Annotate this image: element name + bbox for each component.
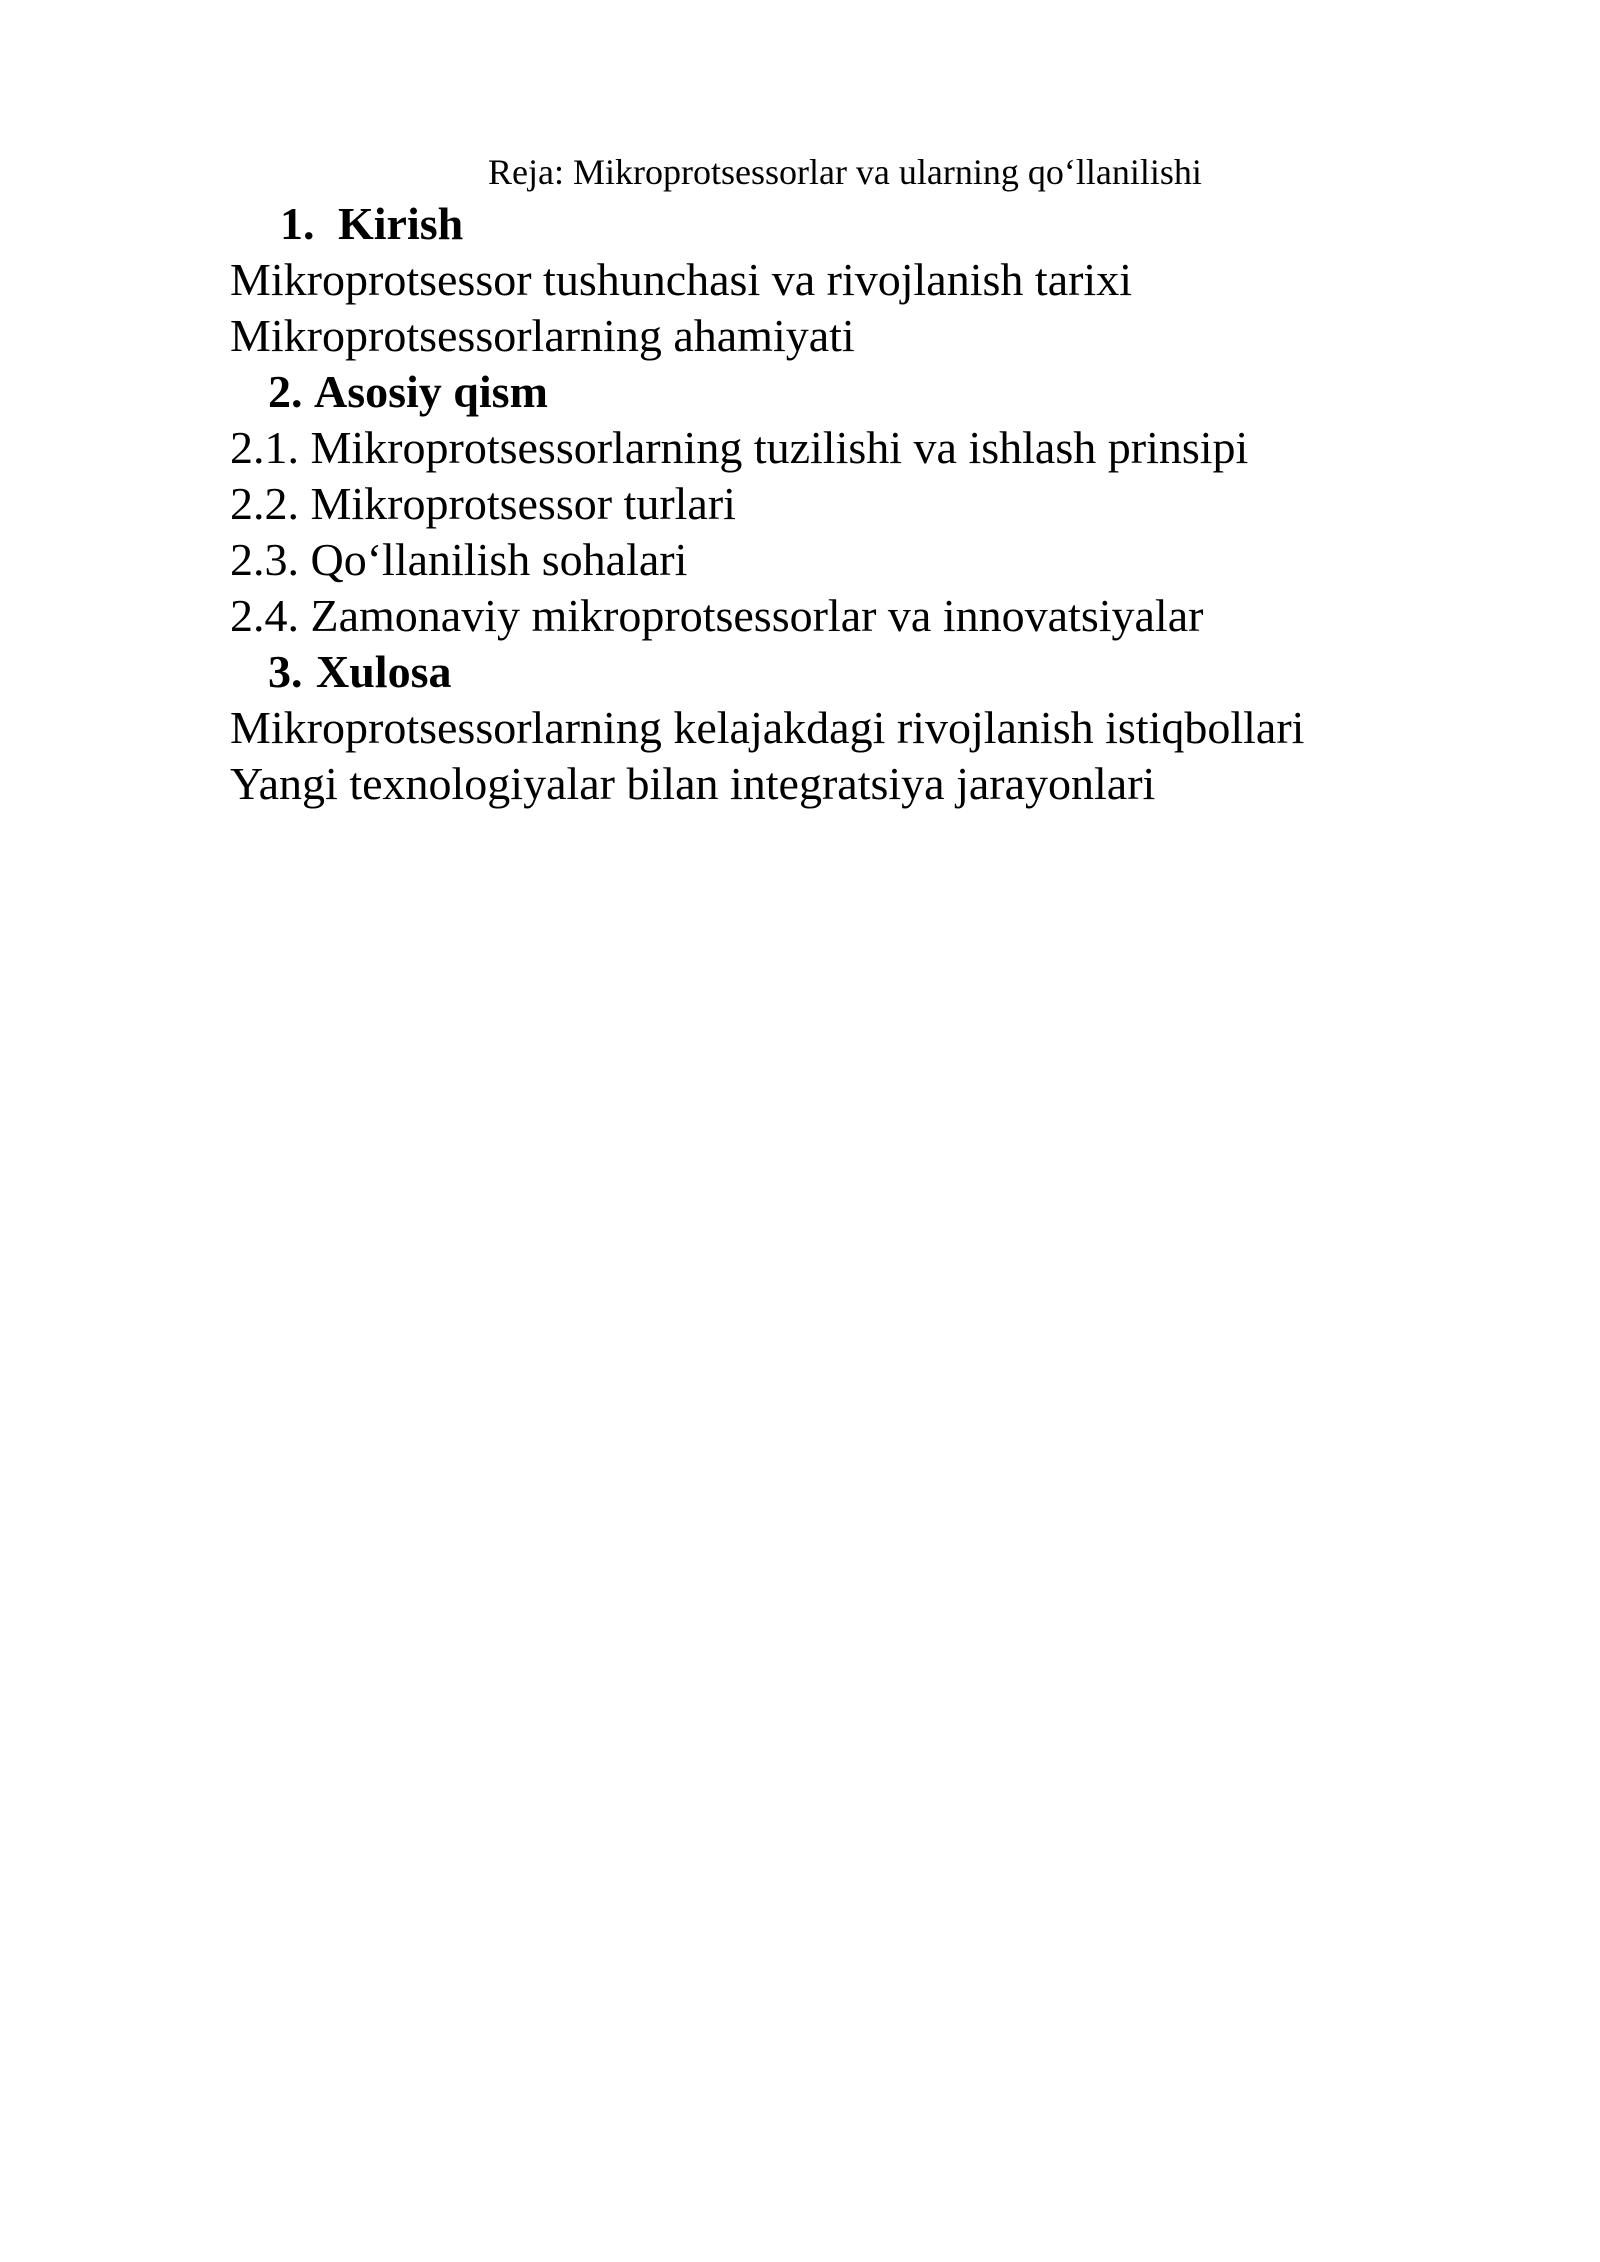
- document-title: Reja: Mikroprotsessorlar va ularning qo‘llanilishi: [488, 152, 1202, 192]
- section-1-title: Kirish: [338, 198, 464, 249]
- section-2-number: 2.: [268, 366, 303, 417]
- section-2-item: 2.4. Zamonaviy mikroprotsessorlar va innovatsiyalar: [230, 590, 1204, 641]
- section-3-number: 3.: [268, 646, 303, 697]
- section-2-item: 2.3. Qo‘llanilish sohalari: [230, 534, 688, 585]
- section-1-number: 1.: [280, 198, 315, 249]
- section-2-item: 2.1. Mikroprotsessorlarning tuzilishi va ishlash prinsipi: [230, 422, 1249, 473]
- section-3-item: Yangi texnologiyalar bilan integratsiya jarayonlari: [230, 758, 1156, 809]
- section-1-heading: [280, 196, 463, 252]
- section-2-heading: [268, 364, 548, 420]
- section-3-heading: [268, 644, 451, 700]
- section-3-title: Xulosa: [316, 646, 452, 697]
- section-3-item: Mikroprotsessorlarning kelajakdagi rivojlanish istiqbollari: [230, 702, 1305, 753]
- section-2-item: 2.2. Mikroprotsessor turlari: [230, 478, 736, 529]
- section-1-item: Mikroprotsessor tushunchasi va rivojlanish tarixi: [230, 254, 1132, 305]
- section-2-title: Asosiy qism: [314, 366, 548, 417]
- section-1-item: Mikroprotsessorlarning ahamiyati: [230, 310, 855, 361]
